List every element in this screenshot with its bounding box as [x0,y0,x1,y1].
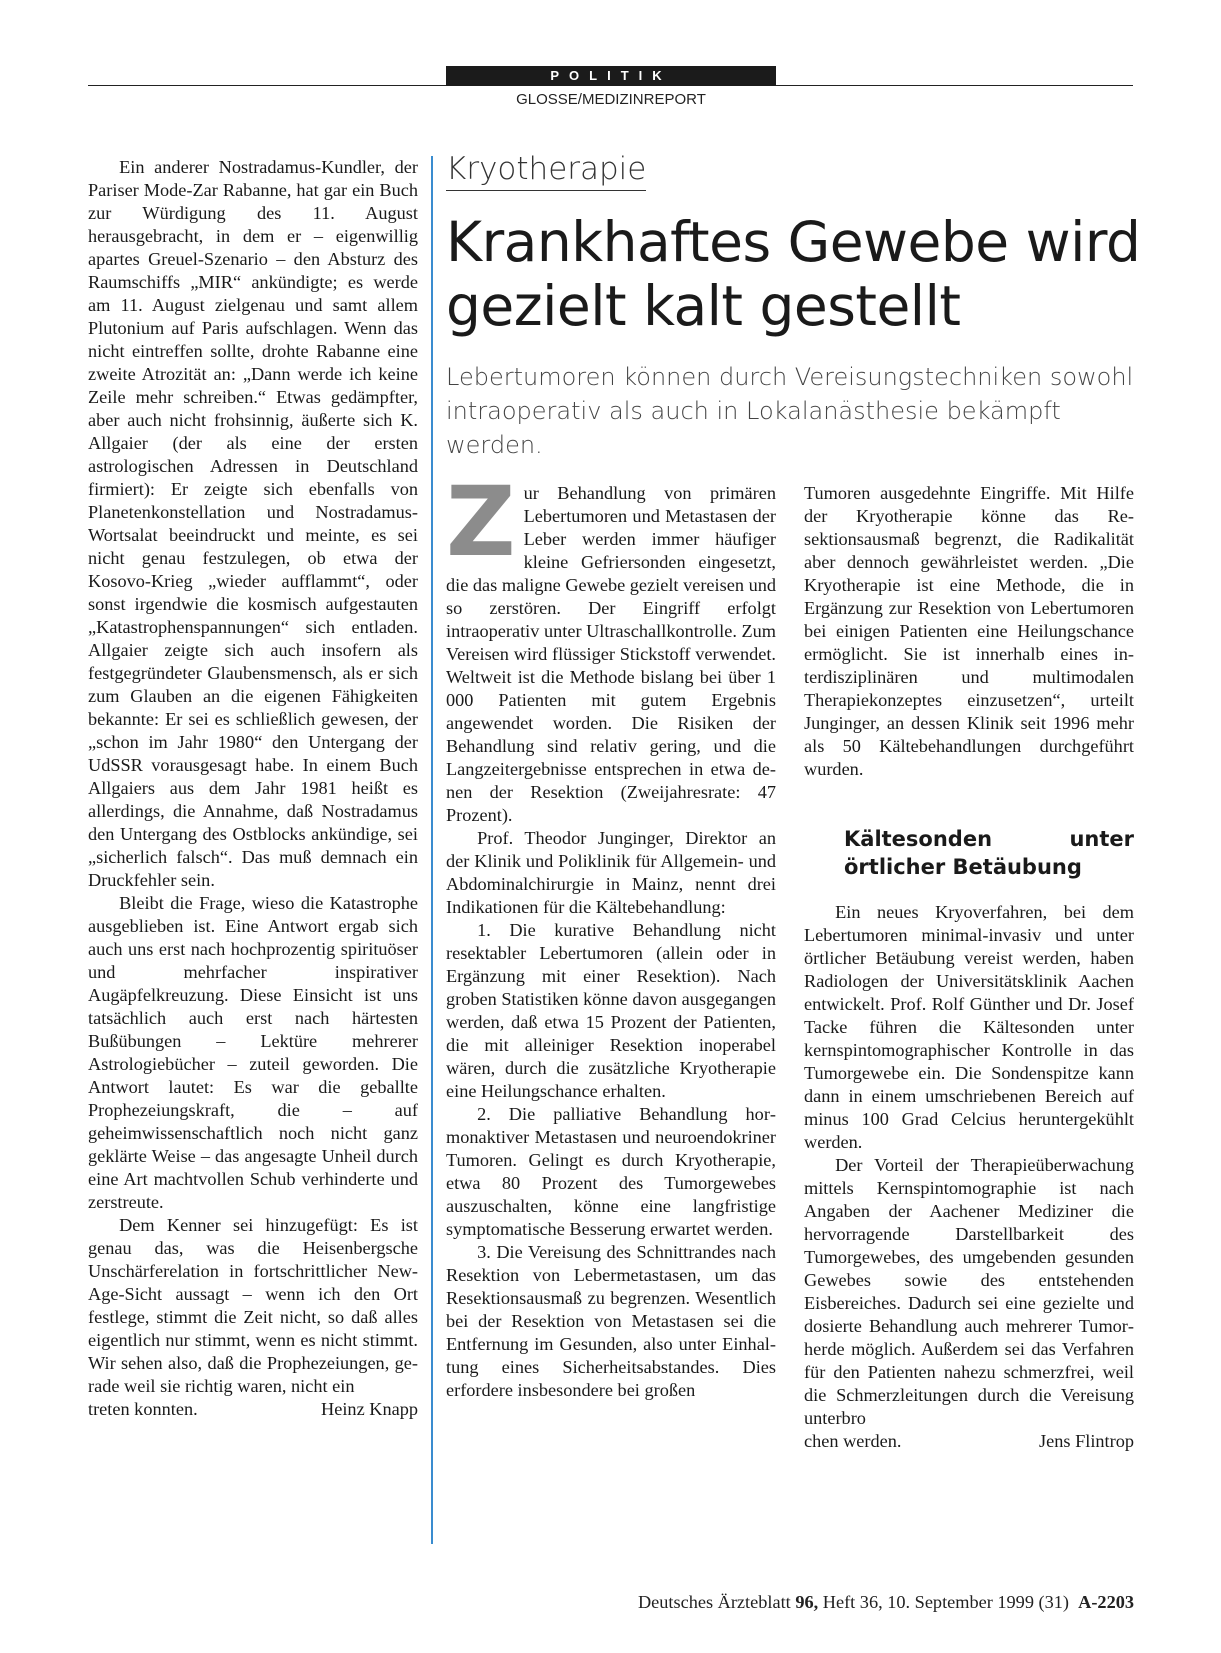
mid-paragraph-2: 1. Die kurative Behandlung nicht resektabler Lebertumoren (allein oder in Ergänzung mit einer Resektion). Nach groben Statistiken könne davon ausgegangen werden, daß etwa 15 Prozent der Patienten, die mit alleiniger Resektion inoperabel wären, durch die zusätzliche Kryotherapie eine Heilungschance erhalten. [446,920,776,1101]
footer-volume: 96, [795,1592,819,1612]
left-last-line: treten konnten. [88,1399,198,1419]
right-paragraph-1: Tumoren ausgedehnte Eingriffe. Mit Hilfe der Kryotherapie könne das Resektionsausmaß begrenzt, die Radikalität aber dennoch gewährleistet werden. „Die Kryotherapie ist eine Methode, die in Ergänzung zur Resektion von Lebertumoren bei einigen Patienten eine Heilungschance ermöglicht. Sie ist innerhalb eines interdisziplinären und multimodalen Therapiekonzeptes einzusetzen“, urteilt Junginger, an dessen Klinik seit 1996 mehr als 50 Kältebehandlungen durchgeführt wurden. [804,483,1134,779]
left-paragraph-1: Ein anderer Nostradamus-Kundler, der Pariser Mode-Zar Rabanne, hat gar ein Buch zur Würdigung des 11. August herausgebracht, in dem er – eigenwillig apartes Greuel-Szenario – den Absturz des Raumschiffs „MIR“ ankündigte; es werde am 11. August zielgenau und samt allem Plutonium auf Paris aufschlagen. Wenn das nicht eintreffen sollte, drohte Rabanne eine zweite Atrozität an: „Dann werde ich keine Zeile mehr schreiben.“ Etwas gedämpfter, aber auch nicht frohsinnig, äußerte sich K. Allgaier (der als eine der ersten astrologischen Adressen in Deutschland firmiert): Er zeigte sich ebenfalls von Planetenkonstellation und Nostradamus-Wortsalat beeindruckt und meinte, es sei nicht genau festzulegen, ob etwa der Kosovo-Krieg „wieder aufflammt“, oder sonst irgendwie die kosmisch aufgestauten „Katastrophenspannungen“ sich entladen. Allgaier zeigte sich auch insofern als festgegründeter Glaubensmensch, als er sich zum Glauben an die eigenen Fähigkeiten bekannte: Er sei es schließlich gewesen, der „schon im Jahr 1980“ den Untergang der UdSSR vorausgesagt habe. In einem Buch Allgaiers aus dem Jahr 1981 heißt es allerdings, die Annahme, daß Nostradamus den Untergang des Ostblocks ankündige, sei „sicherlich falsch“. Das muß demnach ein Druckfehler sein. [88,157,418,890]
right-column [804,482,1134,1453]
footer-journal: Deutsches Ärzteblatt [637,1592,791,1612]
article-headline: Krankhaftes Gewebe wird gezielt kalt gestellt [446,210,1141,338]
mid-paragraph-3: 2. Die palliative Behandlung hormonaktiver Metastasen und neuroendokriner Tumoren. Gelingt es durch Kryotherapie, etwa 80 Prozent des Tumorgewebes auszuschalten, könne eine langfristige symptomatische Besserung erwartet werden. [446,1104,776,1239]
right-signature-line [804,1430,1134,1453]
left-column [88,156,418,1421]
author-signature-left: Heinz Knapp [321,1399,418,1419]
drop-cap: Z [446,466,516,578]
section-label: POLITIK [446,66,776,86]
first-paragraph-text: ur Behandlung von primären Lebertumoren und Metastasen der Leber werden immer häufiger kleine Gefriersonden eingesetzt, die das maligne Gewebe gezielt vereisen und so zerstören. Der Eingriff erfolgt intraoperativ unter Ultraschallkontrolle. Zum Vereisen wird flüssiger Stickstoff verwendet. Weltweit ist die Methode bislang bei über 1 000 Patienten mit gutem Ergebnis angewendet worden. Die Risiken der Behandlung sind relativ gering, und die Langzeitergebnisse entsprechen in etwa denen der Resektion (Zweijahresrate: 47 Prozent). [446,483,776,825]
footer-issue: Heft 36, 10. September 1999 (31) [822,1592,1069,1612]
middle-column [446,466,776,1402]
right-paragraph-2: Ein neues Kryoverfahren, bei dem Lebertumoren minimal-invasiv und unter örtlicher Betäubung vereist werden, haben Radiologen der Universitätsklinik Aachen entwickelt. Prof. Rolf Günther und Dr. Josef Tacke führen die Kältesonden unter kernspintomographischer Kontrolle in das Tumorgewebe ein. Die Sondenspitze kann dann in einem umschriebenen Bereich auf minus 100 Grad Celcius heruntergekühlt werden. [804,902,1134,1152]
article-standfirst: Lebertumoren können durch Vereisungstechniken sowohl intraoperativ als auch in Lokalanästhesie bekämpft werden. [446,363,1134,459]
left-paragraph-3-text: Dem Kenner sei hinzugefügt: Es ist genau das, was die Heisenbergsche Unschärferelation in fortschrittlicher New-Age-Sicht aussagt – wenn ich den Ort festlege, stimmt die Zeit nicht, so daß alles eigentlich nur stimmt, wenn es nicht stimmt. Wir sehen also, daß die Prophezeiungen, gerade weil sie richtig waren, nicht ein [88,1215,418,1396]
mid-paragraph-1: Prof. Theodor Junginger, Direktor an der Klinik und Poliklinik für Allgemein- und Abdominalchirurgie in Mainz, nennt drei Indikationen für die Kältebehandlung: [446,828,776,917]
right-last-line: chen werden. [804,1431,902,1451]
left-signature-line [88,1398,418,1421]
footer-page-number: A-2203 [1078,1592,1134,1612]
right-paragraph-3 [804,1154,1134,1430]
subsection-label: GLOSSE/MEDIZINREPORT [516,91,706,108]
author-signature-right: Jens Flintrop [1039,1431,1134,1451]
right-paragraph-3-text: Der Vorteil der Therapieüberwachung mittels Kernspintomographie ist nach Angaben der Aachener Mediziner die hervorragende Darstellbarkeit des Tumorgewebes, des umgebenden gesunden Gewebes sowie des entstehenden Eisbereiches. Dadurch sei eine gezielte und dosierte Behandlung auch mehrerer Tumorherde möglich. Außerdem sei das Verfahren für den Patienten nahezu schmerzfrei, weil die Schmerzleitungen durch die Vereisung unterbro [804,1155,1134,1428]
column-divider [431,156,433,1544]
page-footer [446,1592,1134,1613]
mid-paragraph-4: 3. Die Vereisung des Schnittrandes nach Resektion von Lebermetastasen, um das Resektionsausmaß zu begrenzen. Wesentlich bei der Resektion von Metastasen sei die Entfernung im Gesunden, also unter Einhaltung eines Sicherheitsabstandes. Dies erfordere insbesondere bei großen [446,1242,776,1400]
first-paragraph [446,466,776,827]
article-kicker: Kryotherapie [446,150,646,191]
left-paragraph-2: Bleibt die Frage, wieso die Katastrophe ausgeblieben ist. Eine Antwort ergab sich auch uns erst nach hochprozentig spirituöser und mehrfacher inspirativer Augäpfelkreuzung. Diese Einsicht ist uns tatsächlich auch erst nach härtesten Bußübungen – Lektüre mehrerer Astrologiebücher – zuteil geworden. Die Antwort lautet: Es war die geballte Prophezeiungskraft, die – auf geheimwissenschaftlich noch nicht ganz geklärte Weise – das angesagte Unheil durch eine Art machtvollen Schub verhinderte und zerstreute. [88,893,418,1212]
left-paragraph-3 [88,1214,418,1398]
article-subheading: Kältesonden unter örtlicher Betäubung [844,827,1134,879]
